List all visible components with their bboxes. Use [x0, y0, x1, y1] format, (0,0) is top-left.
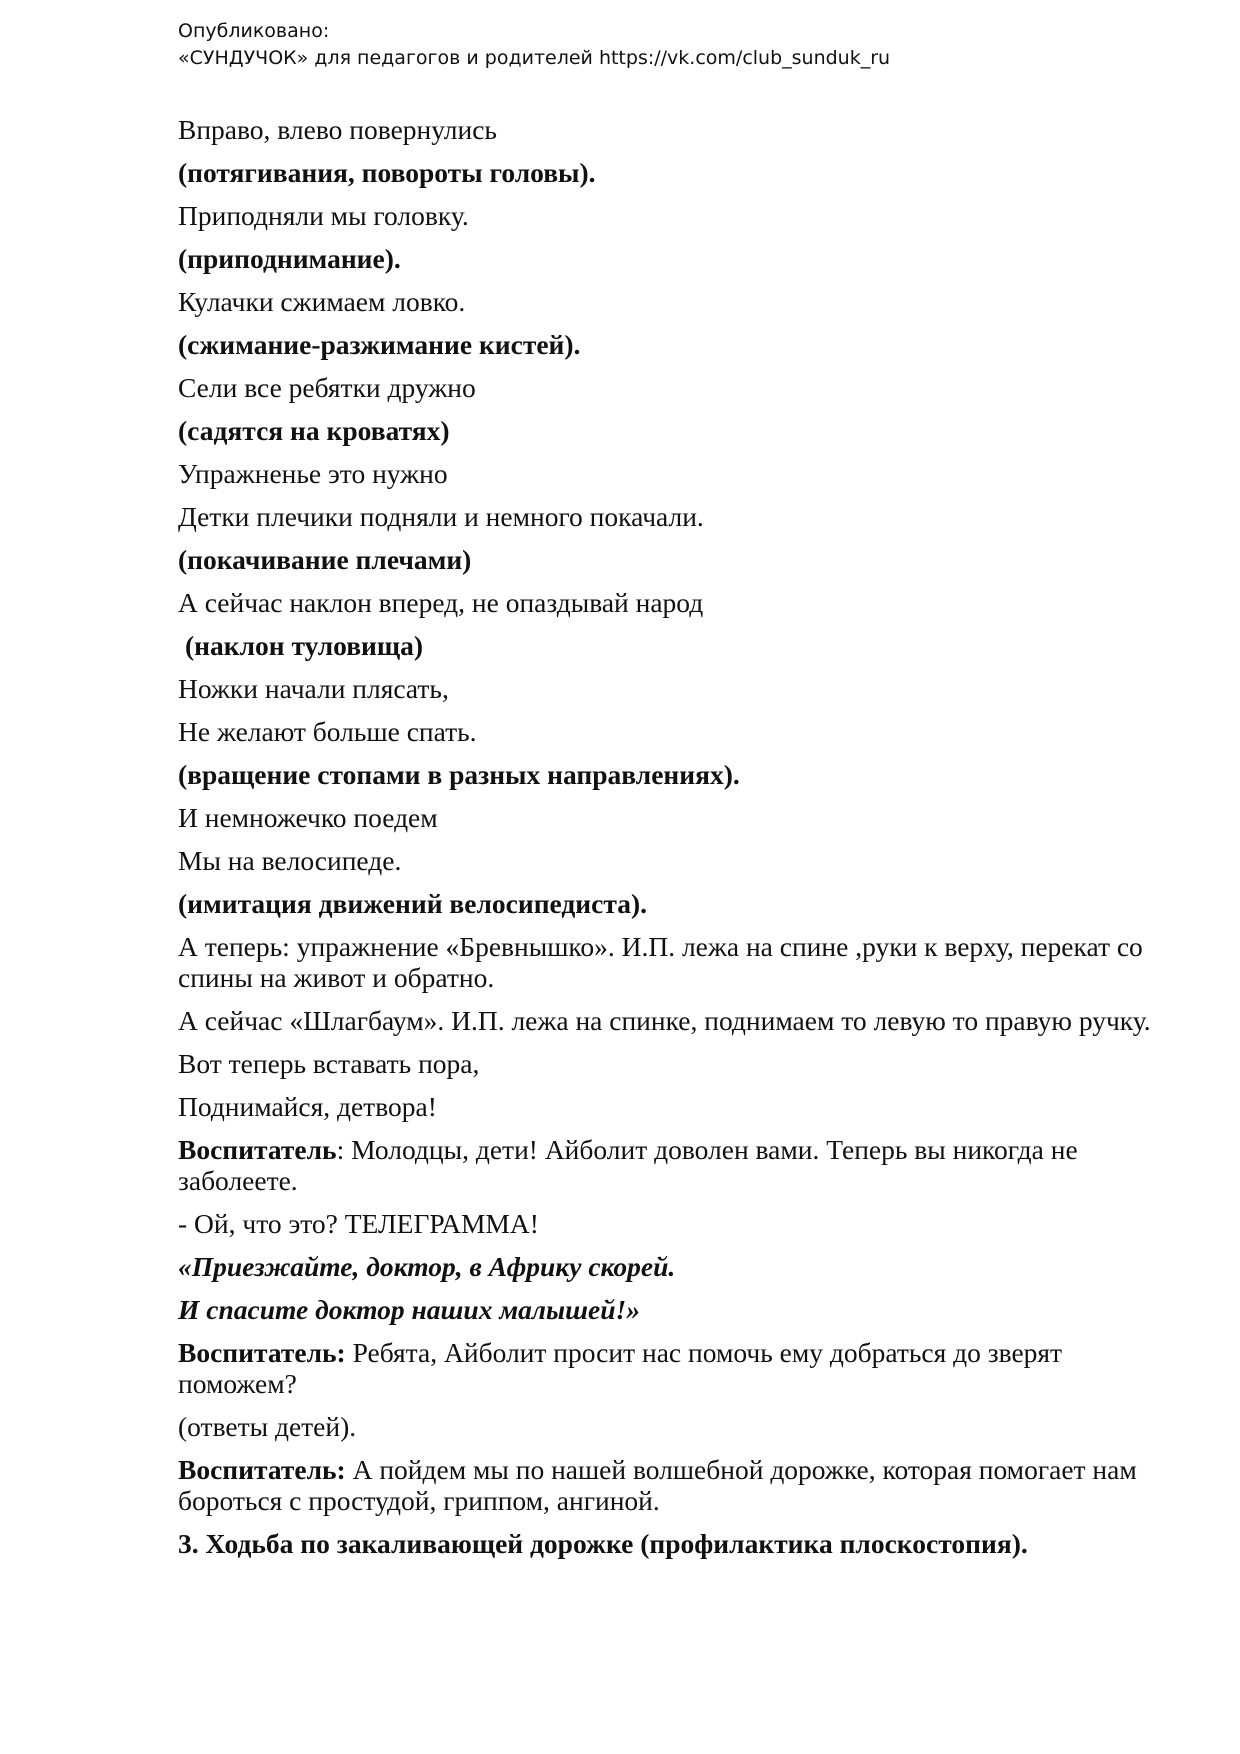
document-body	[178, 114, 1178, 1571]
verse-line: Детки плечики подняли и немного покачали.	[178, 501, 704, 532]
instruction-line: (покачивание плечами)	[178, 544, 472, 575]
instruction-line: (имитация движений велосипедиста).	[178, 888, 647, 919]
instruction-line: (вращение стопами в разных направлениях).	[178, 759, 740, 790]
verse-line: Не желают больше спать.	[178, 716, 477, 747]
dialogue-line: - Ой, что это? ТЕЛЕГРАММА!	[178, 1208, 539, 1239]
verse-line: Мы на велосипеде.	[178, 845, 402, 876]
verse-line: И немножечко поедем	[178, 802, 438, 833]
verse-line: А сейчас наклон вперед, не опаздывай народ	[178, 587, 704, 618]
instruction-line: (приподнимание).	[178, 243, 401, 274]
instruction-line: (сжимание-разжимание кистей).	[178, 329, 581, 360]
instruction-line: (садятся на кроватях)	[178, 415, 450, 446]
verse-line: Кулачки сжимаем ловко.	[178, 286, 466, 317]
verse-line: Поднимайся, детвора!	[178, 1091, 437, 1122]
verse-line: Сели все ребятки дружно	[178, 372, 476, 403]
verse-line: Вот теперь вставать пора,	[178, 1048, 480, 1079]
speaker-label: Воспитатель:	[178, 1454, 346, 1485]
telegram-line: И спасите доктор наших малышей!»	[178, 1294, 640, 1325]
speaker-label: Воспитатель:	[178, 1337, 346, 1368]
exercise-description: А сейчас «Шлагбаум». И.П. лежа на спинке, поднимаем то левую то правую ручку.	[178, 1005, 1151, 1036]
dialogue-text: Ребята, Айболит просит нас помочь ему добраться до зверят поможем?	[178, 1337, 1063, 1399]
dialogue-line	[178, 1337, 1178, 1399]
children-answer-line: (ответы детей).	[178, 1411, 357, 1442]
verse-line: Вправо, влево повернулись	[178, 114, 497, 145]
publication-header	[178, 18, 890, 72]
telegram-line: «Приезжайте, доктор, в Африку скорей.	[178, 1251, 676, 1282]
dialogue-text: А пойдем мы по нашей волшебной дорожке, которая помогает нам бороться с простудой, гриппом, ангиной.	[178, 1454, 1137, 1516]
verse-line: Приподняли мы головку.	[178, 200, 469, 231]
section-heading: 3. Ходьба по закаливающей дорожке (профилактика плоскостопия).	[178, 1528, 1028, 1559]
exercise-description: А теперь: упражнение «Бревнышко». И.П. лежа на спине ,руки к верху, перекат со спины на живот и обратно.	[178, 931, 1143, 993]
header-published-label: Опубликовано:	[178, 20, 330, 42]
instruction-line: (наклон туловища)	[185, 630, 424, 661]
dialogue-line	[178, 1134, 1178, 1196]
header-source-line: «СУНДУЧОК» для педагогов и родителей https://vk.com/club_sunduk_ru	[178, 47, 891, 69]
verse-line: Ножки начали плясать,	[178, 673, 449, 704]
dialogue-text: : Молодцы, дети! Айболит доволен вами. Теперь вы никогда не заболеете.	[178, 1134, 1078, 1196]
instruction-line: (потягивания, повороты головы).	[178, 157, 596, 188]
dialogue-line	[178, 1454, 1178, 1516]
verse-line: Упражненье это нужно	[178, 458, 448, 489]
speaker-label: Воспитатель	[178, 1134, 337, 1165]
